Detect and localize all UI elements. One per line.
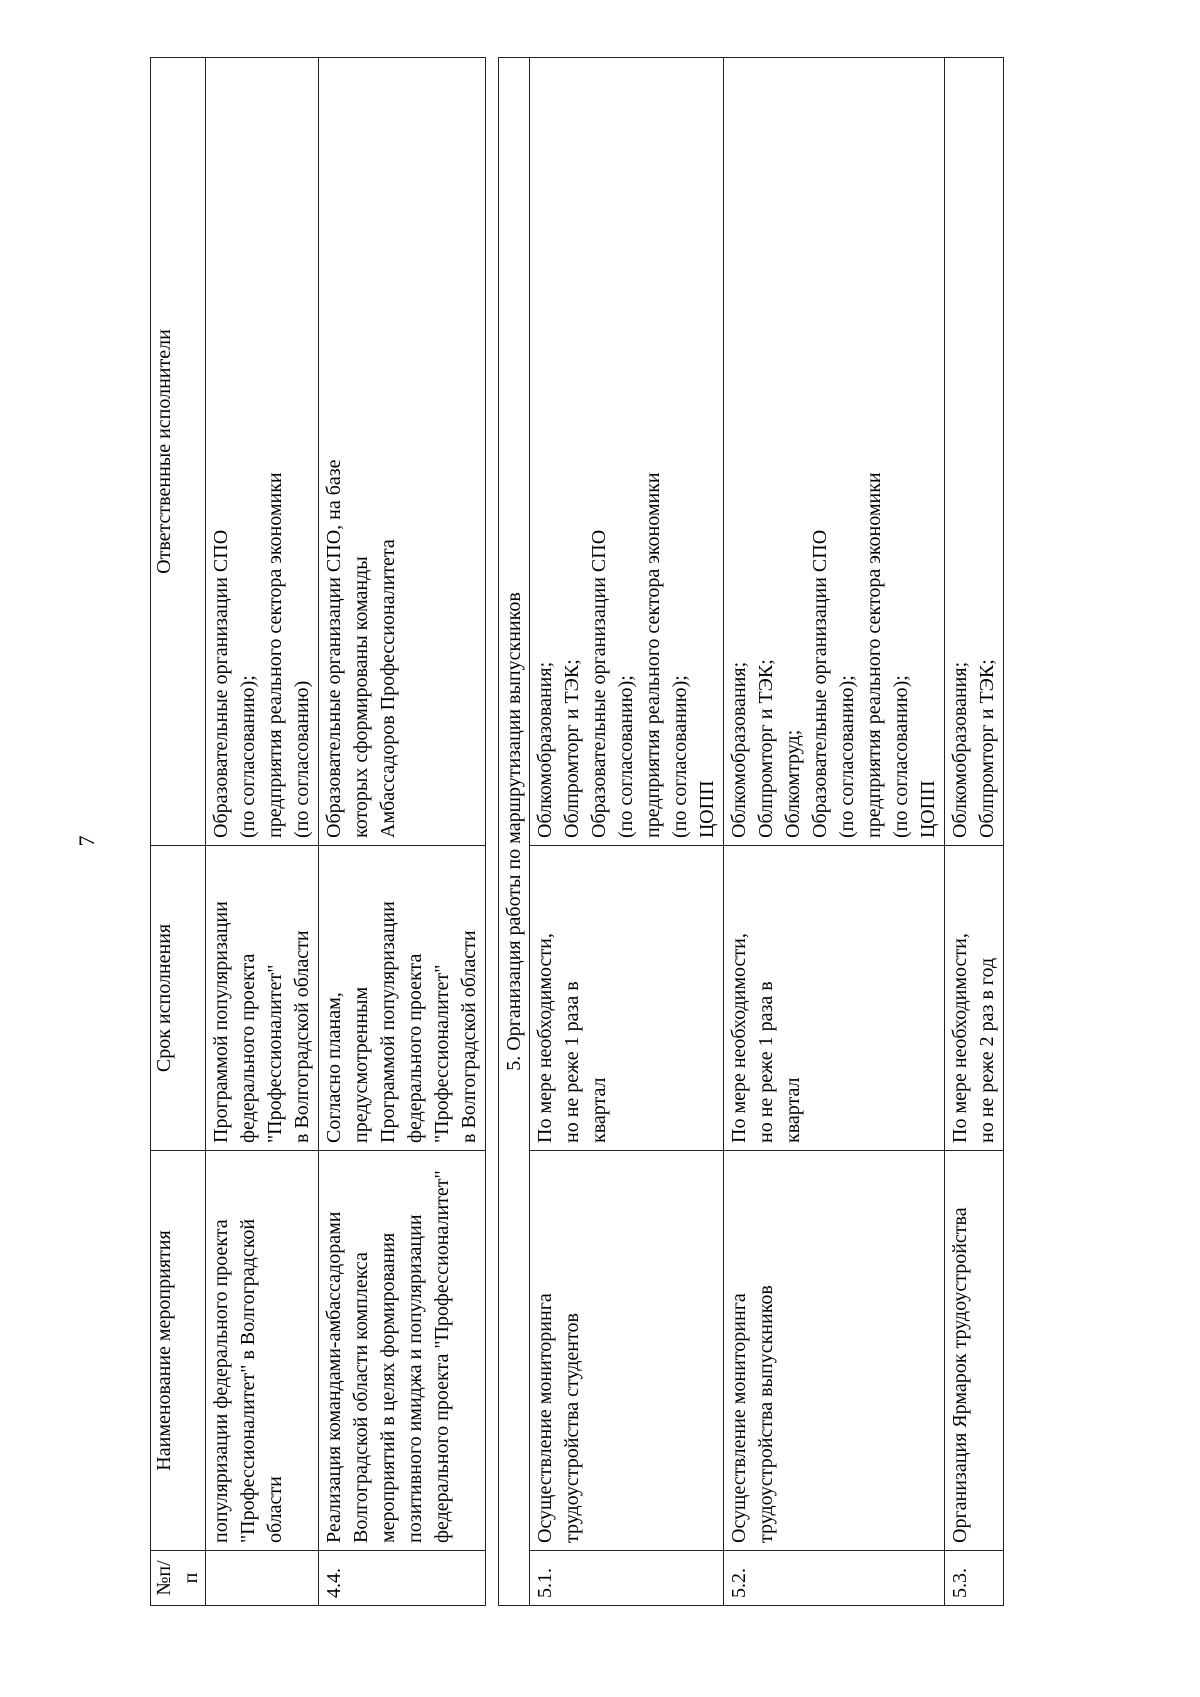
- cell-name: [319, 1151, 486, 1551]
- cell-line: (по согласованию): [291, 680, 313, 838]
- table-row: [206, 58, 319, 1606]
- cell-line: квартал: [782, 1077, 804, 1143]
- cell-line: Образовательные организации СПО: [809, 529, 831, 838]
- cell-line: Амбассадоров Профессионалитета: [377, 539, 399, 838]
- cell-line: квартал: [588, 1077, 610, 1143]
- cell-name: [724, 1151, 945, 1551]
- cell-term: [319, 846, 486, 1151]
- cell-line: но не реже 1 раза в: [755, 981, 777, 1143]
- section-header: [499, 58, 530, 1606]
- header-term: Срок исполнения: [151, 846, 206, 1151]
- cell-line: (по согласованию);: [890, 675, 912, 838]
- cell-line: Осуществление мониторинга: [728, 1293, 750, 1543]
- cell-line: Реализация командами-амбассадорами: [323, 1211, 345, 1543]
- cell-line: "Профессионалитет": [431, 964, 453, 1143]
- table-body-top: [206, 58, 486, 1606]
- cell-line: Согласно планам,: [323, 992, 345, 1143]
- cell-line: предприятия реального сектора экономики: [863, 472, 885, 838]
- cell-num: 5.2.: [724, 1551, 945, 1606]
- cell-line: которых сформированы команды: [350, 556, 372, 838]
- cell-line: ЦОПП: [696, 780, 718, 838]
- cell-line: Облкомобразования;: [949, 661, 971, 838]
- cell-line: в Волгоградской области: [291, 930, 313, 1143]
- cell-line: Программой популяризации: [377, 901, 399, 1143]
- cell-line: Облпромторг и ТЭК;: [561, 659, 583, 838]
- cell-num: 5.1.: [530, 1551, 724, 1606]
- cell-term: [724, 846, 945, 1151]
- cell-line: Волгоградской области комплекса: [350, 1252, 372, 1543]
- rotated-table-area: [150, 58, 1030, 1606]
- cell-line: Образовательные организации СПО: [210, 529, 232, 838]
- cell-resp: [206, 58, 319, 846]
- cell-line: (по согласованию);: [669, 675, 691, 838]
- page-number: 7: [74, 835, 99, 847]
- cell-line: области: [264, 1476, 286, 1543]
- cell-line: Образовательные организации СПО, на базе: [323, 459, 345, 838]
- cell-line: (по согласованию);: [836, 675, 858, 838]
- cell-line: трудоустройства студентов: [561, 1313, 583, 1543]
- cell-line: По мере необходимости,: [728, 933, 750, 1143]
- cell-line: федерального проекта: [237, 953, 259, 1143]
- cell-line: (по согласованию);: [615, 675, 637, 838]
- table-row: [530, 58, 724, 1606]
- cell-line: трудоустройства выпускников: [755, 1285, 777, 1543]
- cell-line: предприятия реального сектора экономики: [642, 472, 664, 838]
- table-row: [319, 58, 486, 1606]
- section-title: 5. Организация работы по маршрутизации выпускников: [499, 58, 530, 1606]
- cell-num: 4.4.: [319, 1551, 486, 1606]
- cell-line: предусмотренным: [350, 986, 372, 1143]
- cell-line: федерального проекта "Профессионалитет": [431, 1170, 453, 1543]
- cell-line: федерального проекта: [404, 953, 426, 1143]
- cell-line: предприятия реального сектора экономики: [264, 472, 286, 838]
- table-header-row: [151, 58, 206, 1606]
- cell-line: Программой популяризации: [210, 901, 232, 1143]
- cell-resp: [945, 58, 1004, 846]
- events-table: [150, 57, 1004, 1606]
- cell-resp: [319, 58, 486, 846]
- cell-line: Организация Ярмарок трудоустройства: [949, 1207, 971, 1543]
- cell-line: позитивного имиджа и популяризации: [404, 1214, 426, 1543]
- cell-resp: [530, 58, 724, 846]
- cell-term: [945, 846, 1004, 1151]
- cell-line: популяризации федерального проекта: [210, 1219, 232, 1543]
- cell-line: Облкомтруд;: [782, 729, 804, 838]
- cell-num: 5.3.: [945, 1551, 1004, 1606]
- cell-name: [945, 1151, 1004, 1551]
- header-resp: Ответственные исполнители: [151, 58, 206, 846]
- cell-line: По мере необходимости,: [534, 933, 556, 1143]
- cell-line: Облкомобразования;: [534, 661, 556, 838]
- table-body-bottom: [530, 58, 1004, 1606]
- cell-line: "Профессионалитет": [264, 964, 286, 1143]
- cell-line: ЦОПП: [917, 780, 939, 838]
- cell-line: Облпромторг и ТЭК;: [976, 659, 998, 838]
- section-spacer: [486, 58, 499, 1606]
- cell-term: [530, 846, 724, 1151]
- cell-line: Образовательные организации СПО: [588, 529, 610, 838]
- table-row: [945, 58, 1004, 1606]
- cell-line: Осуществление мониторинга: [534, 1293, 556, 1543]
- cell-resp: [724, 58, 945, 846]
- header-num: №п/п: [151, 1551, 206, 1606]
- cell-line: Облпромторг и ТЭК;: [755, 659, 777, 838]
- header-name: Наименование мероприятия: [151, 1151, 206, 1551]
- cell-line: Облкомобразования;: [728, 661, 750, 838]
- table-row: [724, 58, 945, 1606]
- cell-name: [206, 1151, 319, 1551]
- cell-name: [530, 1151, 724, 1551]
- cell-num: [206, 1551, 319, 1606]
- cell-line: По мере необходимости,: [949, 933, 971, 1143]
- cell-line: мероприятий в целях формирования: [377, 1232, 399, 1543]
- cell-line: но не реже 1 раза в: [561, 981, 583, 1143]
- cell-line: но не реже 2 раз в год: [976, 957, 998, 1143]
- cell-line: в Волгоградской области: [458, 930, 480, 1143]
- cell-term: [206, 846, 319, 1151]
- cell-line: "Профессионалитет" в Волгоградской: [237, 1218, 259, 1543]
- cell-line: (по согласованию);: [237, 675, 259, 838]
